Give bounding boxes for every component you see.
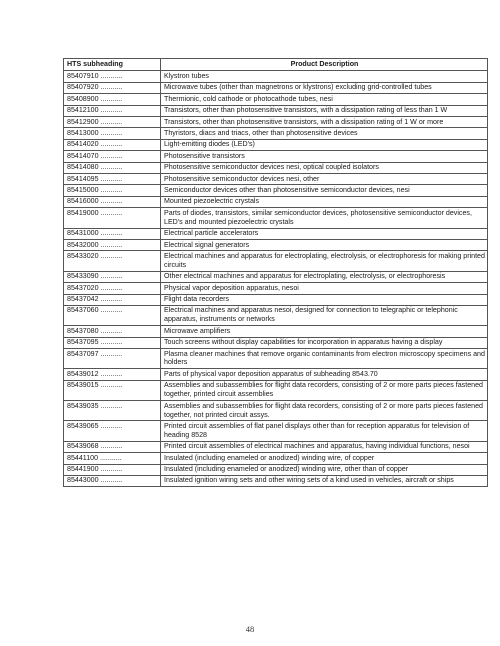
table-row: [64, 208, 488, 228]
hts-code-cell: 85437042 ...........: [64, 294, 161, 305]
product-description-cell: Klystron tubes: [161, 71, 488, 82]
table-row: [64, 185, 488, 196]
product-description-cell: Transistors, other than photosensitive transistors, with a dissipation rating of 1 W or more: [161, 117, 488, 128]
product-description-cell: Thermionic, cold cathode or photocathode tubes, nesi: [161, 94, 488, 105]
table-row: [64, 464, 488, 475]
product-description-cell: Plasma cleaner machines that remove organic contaminants from electron microscopy specimens and holders: [161, 349, 488, 369]
hts-code-cell: 85414095 ...........: [64, 174, 161, 185]
product-description-cell: Photosensitive semiconductor devices nesi, other: [161, 174, 488, 185]
hts-code-cell: 85441900 ...........: [64, 464, 161, 475]
product-description-cell: Thyristors, diacs and triacs, other than photosensitive devices: [161, 128, 488, 139]
table-body: [64, 71, 488, 487]
table-row: [64, 421, 488, 441]
hts-code-cell: 85413000 ...........: [64, 128, 161, 139]
table-row: [64, 475, 488, 486]
hts-code-cell: 85437095 ...........: [64, 337, 161, 348]
product-description-cell: Mounted piezoelectric crystals: [161, 196, 488, 207]
product-description-cell: Microwave tubes (other than magnetrons or klystrons) excluding grid-controlled tubes: [161, 82, 488, 93]
hts-code-cell: 85415000 ...........: [64, 185, 161, 196]
product-description-cell: Insulated (including enameled or anodized) winding wire, other than of copper: [161, 464, 488, 475]
hts-code-cell: 85439015 ...........: [64, 380, 161, 400]
table-row: [64, 174, 488, 185]
hts-code-cell: 85408900 ...........: [64, 94, 161, 105]
hts-code-cell: 85433090 ...........: [64, 271, 161, 282]
table-row: [64, 294, 488, 305]
table-row: [64, 128, 488, 139]
product-description-cell: Physical vapor deposition apparatus, nesoi: [161, 283, 488, 294]
hts-code-cell: 85431000 ...........: [64, 228, 161, 239]
table-row: [64, 105, 488, 116]
hts-code-cell: 85437080 ...........: [64, 326, 161, 337]
table-row: [64, 349, 488, 369]
hts-code-cell: 85439068 ...........: [64, 441, 161, 452]
product-description-cell: Printed circuit assemblies of electrical machines and apparatus, having individual functions, nesoi: [161, 441, 488, 452]
hts-code-cell: 85441100 ...........: [64, 453, 161, 464]
hts-code-cell: 85433020 ...........: [64, 251, 161, 271]
hts-code-cell: 85437097 ...........: [64, 349, 161, 369]
table-row: [64, 441, 488, 452]
hts-code-cell: 85439065 ...........: [64, 421, 161, 441]
hts-code-cell: 85416000 ...........: [64, 196, 161, 207]
column-header-product-description: Product Description: [161, 59, 488, 71]
table-row: [64, 337, 488, 348]
product-description-cell: Touch screens without display capabilities for incorporation in apparatus having a display: [161, 337, 488, 348]
product-description-cell: Photosensitive semiconductor devices nesi, optical coupled isolators: [161, 162, 488, 173]
table-row: [64, 139, 488, 150]
table-row: [64, 271, 488, 282]
hts-code-cell: 85432000 ...........: [64, 240, 161, 251]
product-description-cell: Semiconductor devices other than photosensitive semiconductor devices, nesi: [161, 185, 488, 196]
product-description-cell: Light-emitting diodes (LED's): [161, 139, 488, 150]
hts-code-cell: 85439012 ...........: [64, 369, 161, 380]
hts-code-cell: 85414070 ...........: [64, 151, 161, 162]
table-row: [64, 380, 488, 400]
table-row: [64, 162, 488, 173]
product-description-cell: Photosensitive transistors: [161, 151, 488, 162]
product-description-cell: Microwave amplifiers: [161, 326, 488, 337]
hts-code-cell: 85437020 ...........: [64, 283, 161, 294]
hts-table: [63, 58, 488, 487]
product-description-cell: Electrical machines and apparatus nesoi, designed for connection to telegraphic or telephonic apparatus, instruments or networks: [161, 305, 488, 325]
product-description-cell: Insulated ignition wiring sets and other wiring sets of a kind used in vehicles, aircraft or ships: [161, 475, 488, 486]
product-description-cell: Insulated (including enameled or anodized) winding wire, of copper: [161, 453, 488, 464]
hts-code-cell: 85439035 ...........: [64, 401, 161, 421]
hts-code-cell: 85414080 ...........: [64, 162, 161, 173]
hts-code-cell: 85412900 ...........: [64, 117, 161, 128]
product-description-cell: Electrical signal generators: [161, 240, 488, 251]
product-description-cell: Assemblies and subassemblies for flight data recorders, consisting of 2 or more parts pieces fastened together, not printed circuit assys.: [161, 401, 488, 421]
table-row: [64, 453, 488, 464]
product-description-cell: Transistors, other than photosensitive transistors, with a dissipation rating of less than 1 W: [161, 105, 488, 116]
table-row: [64, 117, 488, 128]
table-row: [64, 369, 488, 380]
product-description-cell: Other electrical machines and apparatus for electroplating, electrolysis, or electrophoresis: [161, 271, 488, 282]
table-header-row: [64, 59, 488, 71]
hts-code-cell: 85407920 ...........: [64, 82, 161, 93]
table-row: [64, 82, 488, 93]
hts-code-cell: 85419000 ...........: [64, 208, 161, 228]
column-header-hts-subheading: HTS subheading: [64, 59, 161, 71]
product-description-cell: Electrical machines and apparatus for electroplating, electrolysis, or electrophoresis for making printed circuits: [161, 251, 488, 271]
table-row: [64, 251, 488, 271]
table-row: [64, 228, 488, 239]
product-description-cell: Parts of diodes, transistors, similar semiconductor devices, photosensitive semiconductor devices, LED's and mounted piezoelectric crystals: [161, 208, 488, 228]
table-row: [64, 71, 488, 82]
product-description-cell: Assemblies and subassemblies for flight data recorders, consisting of 2 or more parts pieces fastened together, printed circuit assemblies: [161, 380, 488, 400]
hts-code-cell: 85412100 ...........: [64, 105, 161, 116]
hts-code-cell: 85443000 ...........: [64, 475, 161, 486]
hts-code-cell: 85437060 ...........: [64, 305, 161, 325]
hts-code-cell: 85414020 ...........: [64, 139, 161, 150]
table-row: [64, 240, 488, 251]
hts-code-cell: 85407910 ...........: [64, 71, 161, 82]
product-description-cell: Flight data recorders: [161, 294, 488, 305]
table-row: [64, 196, 488, 207]
table-row: [64, 401, 488, 421]
product-description-cell: Parts of physical vapor deposition apparatus of subheading 8543.70: [161, 369, 488, 380]
page-number: 48: [245, 624, 255, 634]
product-description-cell: Printed circuit assemblies of flat panel displays other than for reception apparatus for television of heading 8528: [161, 421, 488, 441]
table-row: [64, 94, 488, 105]
table-row: [64, 326, 488, 337]
table-row: [64, 283, 488, 294]
product-description-cell: Electrical particle accelerators: [161, 228, 488, 239]
table-row: [64, 151, 488, 162]
table-row: [64, 305, 488, 325]
